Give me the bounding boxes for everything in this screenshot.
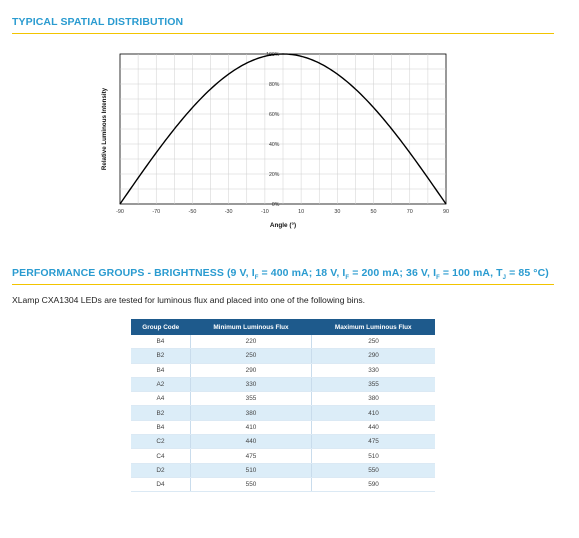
x-tick-label: 30	[334, 209, 341, 215]
cell-max: 250	[312, 335, 435, 349]
cell-max: 510	[312, 449, 435, 463]
cell-group: C2	[131, 435, 190, 449]
heading-part: = 85 °C)	[506, 267, 549, 279]
cell-max: 590	[312, 477, 435, 491]
cell-group: B4	[131, 363, 190, 377]
table-row	[131, 477, 435, 491]
x-tick-label: 70	[406, 209, 413, 215]
cell-group: B2	[131, 349, 190, 363]
cell-min: 510	[190, 463, 311, 477]
heading-part: = 200 mA; 36 V, I	[349, 267, 437, 279]
x-tick-label: -10	[260, 209, 269, 215]
cell-max: 355	[312, 377, 435, 391]
x-tick-label: -90	[116, 209, 124, 215]
cell-max: 330	[312, 363, 435, 377]
y-tick-label: 20%	[268, 171, 280, 178]
cell-group: D4	[131, 477, 190, 491]
cell-min: 380	[190, 406, 311, 420]
table-header-row	[131, 319, 435, 335]
cell-max: 290	[312, 349, 435, 363]
table-row	[131, 335, 435, 349]
table-row	[131, 349, 435, 363]
brightness-bins-table	[131, 319, 435, 492]
subscript: F	[254, 275, 259, 282]
x-tick-label: -50	[188, 209, 197, 215]
intro-text: XLamp CXA1304 LEDs are tested for luminous flux and placed into one of the following bins.	[12, 295, 366, 305]
cell-min: 550	[190, 477, 311, 491]
table-row	[131, 420, 435, 434]
x-tick-labels	[116, 209, 449, 215]
cell-min: 410	[190, 420, 311, 434]
y-tick-label: 80%	[268, 81, 280, 88]
subscript: F	[345, 275, 350, 282]
cell-min: 330	[190, 377, 311, 391]
x-tick-label: 50	[370, 209, 377, 215]
cell-min: 250	[190, 349, 311, 363]
cell-max: 475	[312, 435, 435, 449]
table-row	[131, 363, 435, 377]
table-row	[131, 449, 435, 463]
cell-group: D2	[131, 463, 190, 477]
cell-group: B4	[131, 420, 190, 434]
cell-min: 220	[190, 335, 311, 349]
cell-max: 380	[312, 392, 435, 406]
cell-group: A4	[131, 392, 190, 406]
x-tick-label: 90	[443, 209, 449, 215]
table-row	[131, 392, 435, 406]
cell-max: 440	[312, 420, 435, 434]
x-axis-label: Angle (°)	[269, 222, 297, 229]
spatial-distribution-chart	[0, 40, 579, 240]
x-tick-label: -30	[224, 209, 233, 215]
y-tick-labels	[266, 52, 280, 208]
header-group-code: Group Code	[131, 319, 190, 335]
heading-part: PERFORMANCE GROUPS - BRIGHTNESS (9 V, I	[12, 267, 255, 279]
heading-rule	[12, 284, 554, 285]
grid	[120, 51, 446, 204]
heading-rule	[12, 33, 554, 34]
header-min-flux: Minimum Luminous Flux	[190, 319, 311, 335]
y-tick-label: 100%	[266, 51, 280, 58]
cell-max: 410	[312, 406, 435, 420]
y-tick-label: 0%	[271, 201, 280, 208]
y-tick-label: 60%	[268, 111, 280, 118]
heading-part: = 400 mA; 18 V, I	[258, 267, 346, 279]
performance-groups-heading	[12, 267, 549, 281]
spatial-distribution-heading: TYPICAL SPATIAL DISTRIBUTION	[12, 16, 184, 28]
cell-group: B2	[131, 406, 190, 420]
cell-group: A2	[131, 377, 190, 391]
table-row	[131, 435, 435, 449]
cell-min: 355	[190, 392, 311, 406]
table-row	[131, 377, 435, 391]
y-tick-label: 40%	[268, 141, 280, 148]
subscript: J	[502, 275, 507, 282]
cell-max: 550	[312, 463, 435, 477]
x-tick-label: 10	[298, 209, 305, 215]
x-tick-label: -70	[152, 209, 161, 215]
cell-group: B4	[131, 335, 190, 349]
heading-part: = 100 mA, T	[439, 267, 503, 279]
subscript: F	[436, 275, 440, 282]
cell-min: 475	[190, 449, 311, 463]
table-row	[131, 463, 435, 477]
cell-group: C4	[131, 449, 190, 463]
table-row	[131, 406, 435, 420]
header-max-flux: Maximum Luminous Flux	[312, 319, 435, 335]
cell-min: 290	[190, 363, 311, 377]
cell-min: 440	[190, 435, 311, 449]
y-axis-label: Relative Luminous Intensity	[101, 87, 108, 171]
